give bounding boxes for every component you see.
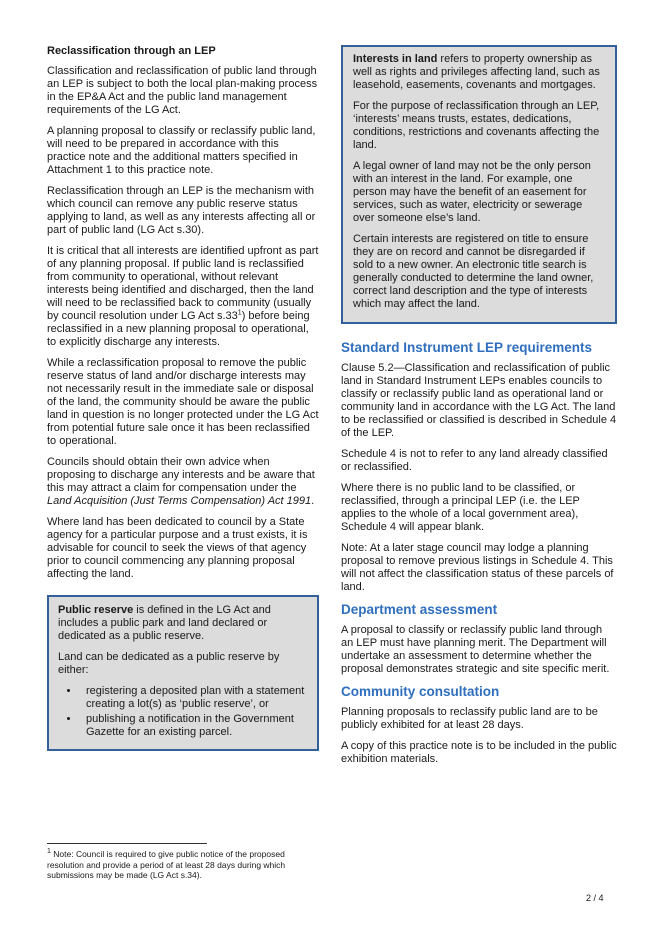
callout-text: is defined in the LG Act and includes a public park and land declared or dedicated as a public reserve. [58, 604, 271, 642]
left-column [47, 45, 319, 751]
paragraph: Where there is no public land to be classified, or reclassified, through a principal LEP (i.e. the LEP applies to the whole of a local government area), Schedule 4 will appear blank. [341, 482, 580, 533]
callout-paragraph: For the purpose of reclassification through an LEP, ‘interests’ means trusts, estates, dedications, conditions, restrictions and covenants affecting the land. [353, 100, 600, 151]
list-item: • registering a deposited plan with a statement creating a lot(s) as ‘public reserve’, or [80, 685, 308, 711]
right-column [341, 45, 617, 774]
section-heading-standard-instrument: Standard Instrument LEP requirements [341, 340, 593, 355]
list-item: • publishing a notification in the Government Gazette for an existing parcel. [80, 713, 308, 739]
callout-paragraph [353, 53, 605, 92]
paragraph-text: Councils should obtain their own advice when proposing to discharge any interests and be aware that this may attract a claim for compensation under the [47, 456, 315, 494]
paragraph [47, 245, 319, 349]
paragraph: Note: At a later stage council may lodge a planning proposal to remove previous listings in Schedule 4. This will not affect the classification status of these parcels of land. [341, 542, 614, 593]
paragraph: Classification and reclassification of public land through an LEP is subject to both the local plan-making process in the EP&A Act and the public land management requirements of the LG Act. [47, 65, 318, 116]
paragraph: Clause 5.2—Classification and reclassification of public land in Standard Instrument LEPs enables councils to classify or reclassify public land as operational land or community land in accordance with the LG Act. The land to be reclassified or classified is described in Schedule 4 of the LEP. [341, 362, 617, 439]
callout-term: Public reserve [58, 604, 134, 616]
paragraph-text: ) before being reclassified in a new planning proposal to operational, to explicitly discharge any interests. [47, 310, 310, 348]
paragraph-text: . [311, 495, 315, 507]
footnote-text: Note: Council is required to give public notice of the proposed resolution and provide a period of at least 28 days during which submissions may be made (LG Act s.34). [47, 849, 286, 880]
section-heading-community-consultation: Community consultation [341, 684, 500, 699]
callout-text: refers to property ownership as well as rights and privileges affecting land, such as leasehold, easements, covenants and mortgages. [353, 53, 600, 91]
callout-paragraph: Certain interests are registered on title to ensure they are on record and cannot be disregarded if sold to a new owner. An electronic title search is generally conducted to determine the land owner, correct land description and the type of interests which may affect the land. [353, 233, 594, 310]
callout-paragraph [58, 604, 308, 643]
paragraph: Schedule 4 is not to refer to any land already classified or reclassified. [341, 448, 608, 473]
footnote [47, 849, 319, 881]
callout-paragraph: Land can be dedicated as a public reserve by either: [58, 651, 280, 676]
paragraph: Planning proposals to reclassify public land are to be publicly exhibited for at least 28 days. [341, 706, 598, 731]
paragraph: Reclassification through an LEP is the mechanism with which council can remove any public reserve status applying to land, as well as any interests affecting all or part of public land (LG Act s.30). [47, 185, 316, 236]
public-reserve-callout [47, 595, 319, 751]
paragraph: A copy of this practice note is to be included in the public exhibition materials. [341, 740, 617, 765]
paragraph-text: It is critical that all interests are identified upfront as part of any planning proposal. If public land is reclassified from community to operational, without relevant interests being identified and discharged, then the land will need to be reclassified back to community (usually by council resolution under LG Act s.33 [47, 245, 319, 322]
paragraph: While a reclassification proposal to remove the public reserve status of land and/or discharge interests may not necessarily result in the immediate sale or disposal of the land, the community should be aware the public land in question is no longer protected under the LG Act from potential future sale once it has been reclassified to operational. [47, 357, 319, 447]
footnote-mark: 1 [47, 848, 51, 856]
callout-bullet-list [58, 685, 308, 739]
paragraph [47, 456, 319, 508]
section-heading-reclassification: Reclassification through an LEP [47, 45, 216, 57]
callout-term: Interests in land [353, 53, 438, 65]
act-title: Land Acquisition (Just Terms Compensation) Act 1991 [47, 495, 312, 507]
footnote-divider [47, 843, 207, 844]
paragraph: A proposal to classify or reclassify public land through an LEP must have planning merit. The Department will undertake an assessment to determine whether the proposal demonstrates strategic and site specific merit. [341, 624, 610, 675]
paragraph: Where land has been dedicated to council by a State agency for a particular purpose and a trust exists, it is advisable for council to seek the views of that agency prior to council commencing any planning proposal affecting the land. [47, 516, 308, 580]
page-number: 2 / 4 [586, 893, 604, 903]
callout-paragraph: A legal owner of land may not be the only person with an interest in the land. For example, one person may have the benefit of an easement for services, such as water, electricity or sewerage over someone else’s land. [353, 160, 591, 224]
section-heading-department-assessment: Department assessment [341, 602, 498, 617]
paragraph: A planning proposal to classify or reclassify public land, will need to be prepared in accordance with this practice note and the additional matters specified in Attachment 1 to this practice note. [47, 125, 316, 176]
interests-in-land-callout [341, 45, 617, 324]
footnote-reference: 1 [237, 309, 242, 317]
